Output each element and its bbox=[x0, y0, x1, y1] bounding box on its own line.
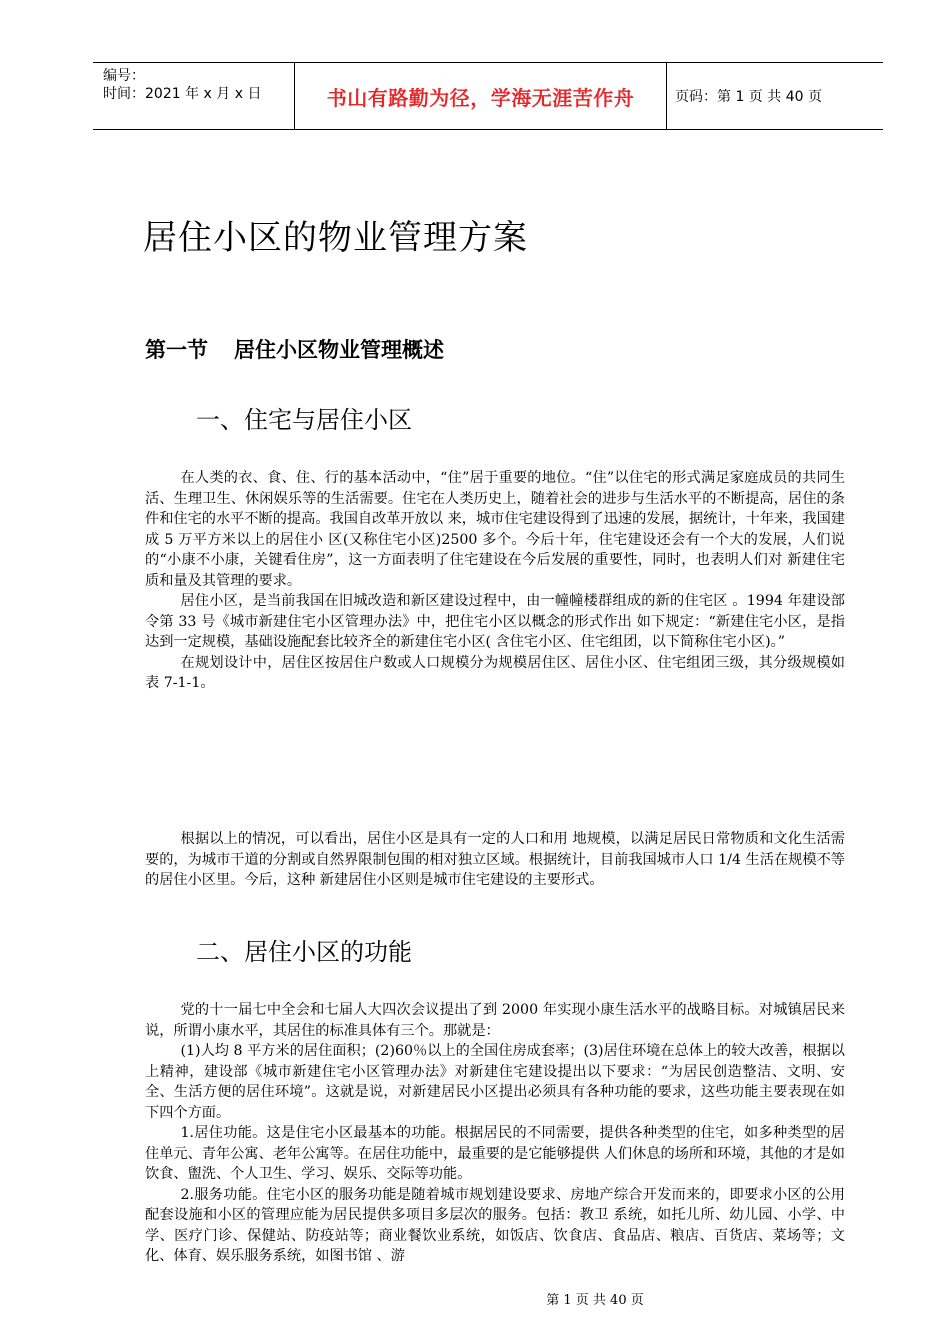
number-label: 编号： bbox=[103, 68, 145, 84]
text-block-1 bbox=[145, 468, 845, 694]
header-page-cell bbox=[667, 63, 883, 129]
paragraph: 在人类的衣、食、住、行的基本活动中，“住”居于重要的地位。“住”以住宅的形式满足家庭成员的共同生活、生理卫生、休闲娱乐等的生活需要。住宅在人类历史上，随着社会的进步与生活水平的不断提高，居住的条件和住宅的水平不断的提高。我国自改革开放以 来，城市住宅建设得到了迅速的发展，据统计，十年来，我国建成 5 万平方米以上的居住小 区(又称住宅小区)2500 多个。今后十年，住宅建设还会有一个大的发展，人们说的“小康不小康，关键看住房”，这一方面表明了住宅建设在今后发展的重要性，同时，也表明人们对 新建住宅质和量及其管理的要求。 bbox=[145, 470, 846, 589]
text-block-3 bbox=[145, 1000, 845, 1267]
section-title: 居住小区物业管理概述 bbox=[234, 338, 444, 362]
subheading-1: 一、住宅与居住小区 bbox=[196, 406, 412, 434]
page-header bbox=[93, 62, 883, 130]
text-block-2 bbox=[145, 829, 845, 891]
paragraph: (1)人均 8 平方米的居住面积；(2)60％以上的全国住房成套率；(3)居住环境在总体上的较大改善，根据以上精神，建设部《城市新建住宅小区管理办法》对新建住宅建设提出以下要求：“为居民创造整洁、文明、安全、生活方便的居住环境”。这就是说，对新建居民小区提出必须具有各种功能的要求，这些功能主要表现在如下四个方面。 bbox=[145, 1043, 845, 1121]
document-title: 居住小区的物业管理方案 bbox=[143, 218, 528, 258]
page-footer bbox=[0, 1289, 950, 1308]
paragraph: 1.居住功能。这是住宅小区最基本的功能。根据居民的不同需要，提供各种类型的住宅，如多种类型的居住单元、青年公寓、老年公寓等。在居住功能中，最重要的是它能够提供 人们休息的场所和环境，其他的才是如饮食、盥洗、个人卫生、学习、娱乐、交际等功能。 bbox=[145, 1125, 845, 1182]
header-motto-cell bbox=[295, 63, 667, 129]
page-label: 页码：第 1 页 共 40 页 bbox=[675, 89, 822, 105]
paragraph: 党的十一届七中全会和七届人大四次会议提出了到 2000 年实现小康生活水平的战略目标。对城镇居民来说，所谓小康水平，其居住的标准具体有三个。那就是： bbox=[145, 1002, 845, 1039]
section-heading bbox=[145, 334, 444, 364]
header-meta bbox=[93, 63, 295, 129]
paragraph: 居住小区，是当前我国在旧城改造和新区建设过程中，由一幢幢楼群组成的新的住宅区 。1994 年建设部令第 33 号《城市新建住宅小区管理办法》中，把住宅小区以概念的形式作出 如下规定：“新建住宅小区，是指达到一定规模，基础设施配套比较齐全的新建住宅小区( 含住宅小区、住宅组团，以下简称住宅小区)。” bbox=[145, 593, 845, 650]
section-number: 第一节 bbox=[145, 338, 208, 362]
paragraph: 根据以上的情况，可以看出，居住小区是具有一定的人口和用 地规模，以满足居民日常物质和文化生活需要的，为城市干道的分割或自然界限制包围的相对独立区域。根据统计，目前我国城市人口 1/4 生活在规模不等的居住小区里。今后，这种 新建居住小区则是城市住宅建设的主要形式。 bbox=[145, 831, 845, 888]
motto-text: 书山有路勤为径，学海无涯苦作舟 bbox=[326, 85, 635, 110]
subheading-2: 二、居住小区的功能 bbox=[196, 938, 412, 966]
footer-page-number: 第 1 页 共 40 页 bbox=[546, 1293, 644, 1308]
paragraph: 2.服务功能。住宅小区的服务功能是随着城市规划建设要求、房地产综合开发而来的，即要求小区的公用配套设施和小区的管理应能为居民提供多项目多层次的服务。包括：教卫 系统，如托儿所、幼儿园、小学、中学、医疗门诊、保健站、防疫站等；商业餐饮业系统，如饭店、饮食店、食品店、粮店、百货店、菜场等；文化、体育、娱乐服务系统，如图书馆 、游 bbox=[145, 1186, 845, 1264]
paragraph: 在规划设计中，居住区按居住户数或人口规模分为规模居住区、居住小区、住宅组团三级，其分级规模如表 7-1-1。 bbox=[145, 654, 845, 691]
time-label: 时间：2021 年 x 月 x 日 bbox=[103, 86, 262, 102]
